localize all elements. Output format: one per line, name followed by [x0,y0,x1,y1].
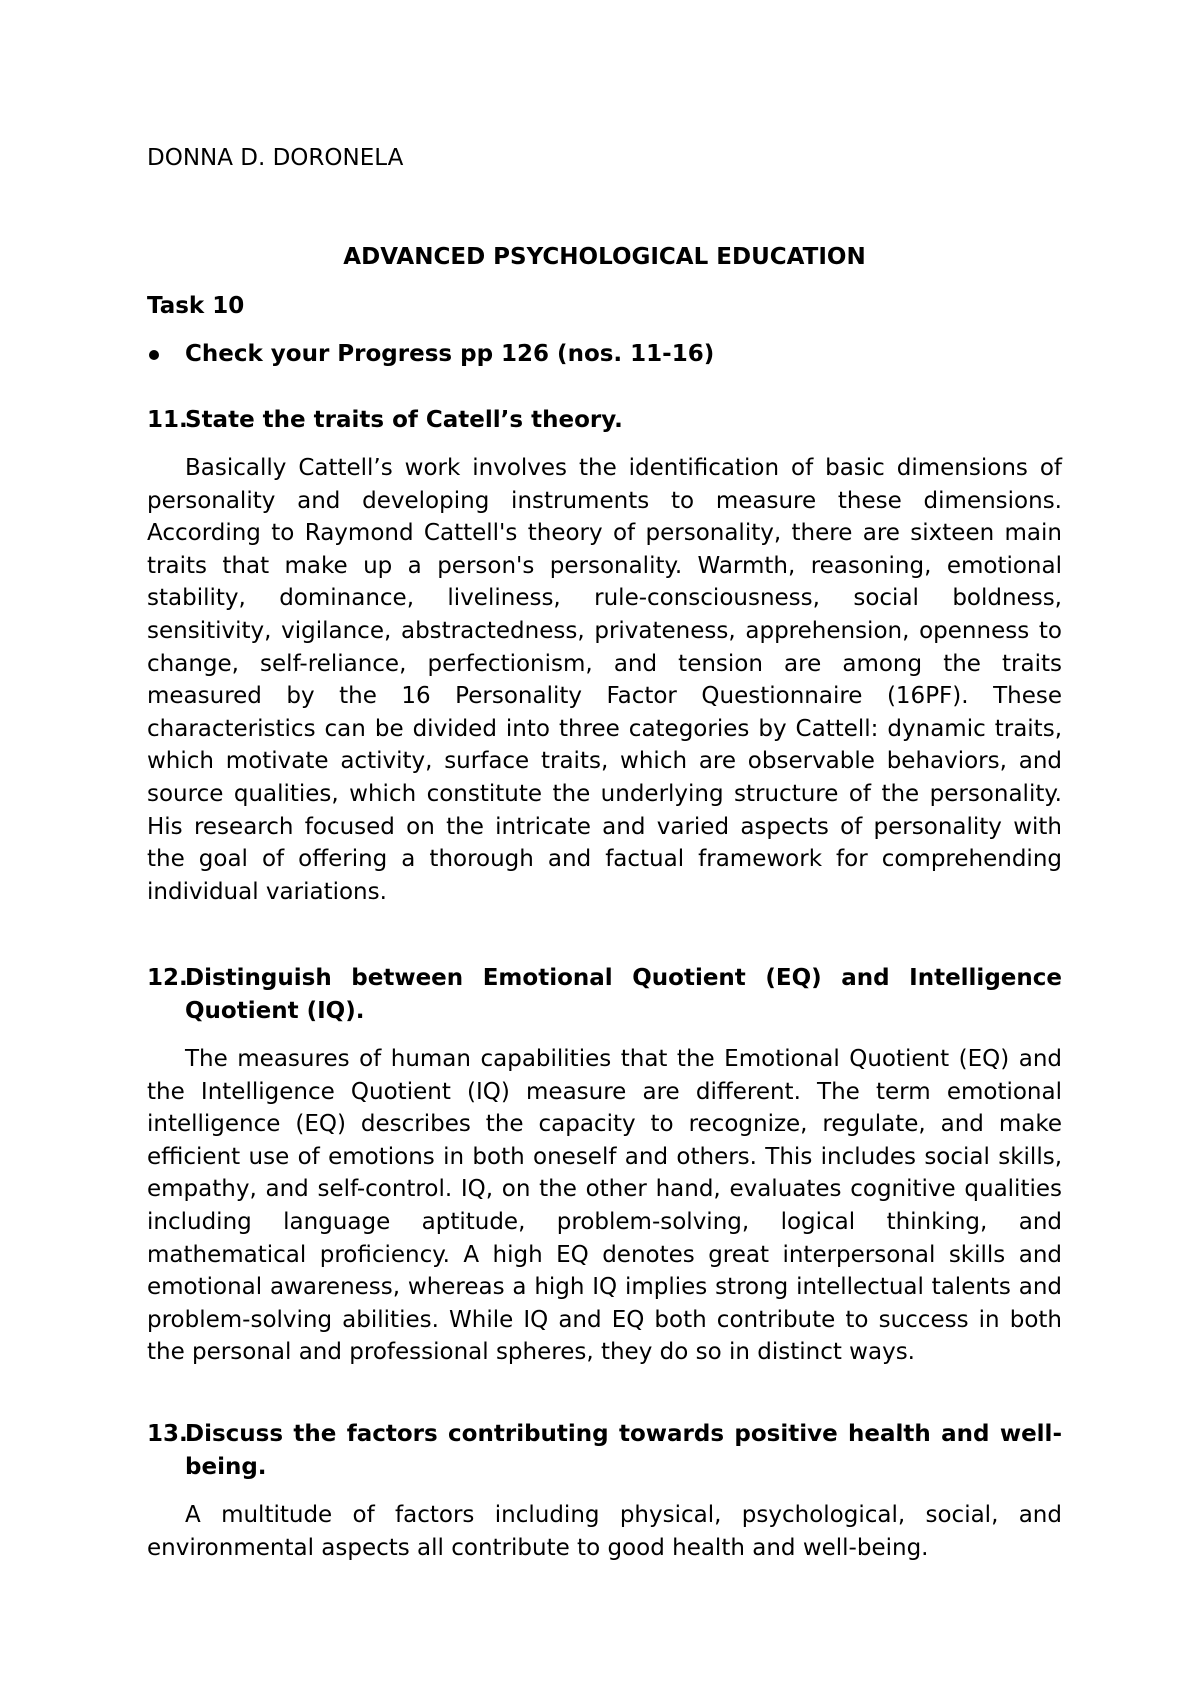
question-number: 12. [147,965,188,991]
question-number: 11. [147,407,188,433]
answer-paragraph-12: The measures of human capabilities that the Emotional Quotient (EQ) and the Intelligence Quotient (IQ) measure are different. The term emotional intelligence (EQ) describes the capacity to recognize, regulate, and make efficient use of emotions in both oneself and others. This includes social skills, empathy, and self-control. IQ, on the other hand, evaluates cognitive qualities including language aptitude, problem-solving, logical thinking, and mathematical proficiency. A high EQ denotes great interpersonal skills and emotional awareness, whereas a high IQ implies strong intellectual talents and problem-solving abilities. While IQ and EQ both contribute to success in both the personal and professional spheres, they do so in distinct ways. [147,1046,1062,1366]
question-text: Distinguish between Emotional Quotient (EQ) and Intelligence Quotient (IQ). [185,965,1062,1024]
question-11 [147,404,1062,437]
author-name: DONNA D. DORONELA [147,145,404,171]
answer-paragraph-11: Basically Cattell’s work involves the identification of basic dimensions of personality and developing instruments to measure these dimensions. According to Raymond Cattell's theory of personality, there are sixteen main traits that make up a person's personality. Warmth, reasoning, emotional stability, dominance, liveliness, rule-consciousness, social boldness, sensitivity, vigilance, abstractedness, privateness, apprehension, openness to change, self-reliance, perfectionism, and tension are among the traits measured by the 16 Personality Factor Questionnaire (16PF). These characteristics can be divided into three categories by Cattell: dynamic traits, which motivate activity, surface traits, which are observable behaviors, and source qualities, which constitute the underlying structure of the personality. His research focused on the intricate and varied aspects of personality with the goal of offering a thorough and factual framework for comprehending individual variations. [147,455,1062,905]
bullet-icon [149,350,159,360]
question-12 [147,962,1062,1027]
bullet-item-text: Check your Progress pp 126 (nos. 11-16) [185,341,715,367]
answer-paragraph-13: A multitude of factors including physical, psychological, social, and environmental aspects all contribute to good health and well-being. [147,1502,1062,1561]
question-text: State the traits of Catell’s theory. [185,407,623,433]
question-text: Discuss the factors contributing towards positive health and well-being. [185,1421,1062,1480]
task-label: Task 10 [147,293,245,319]
question-13 [147,1418,1062,1483]
question-number: 13. [147,1421,188,1447]
course-title: ADVANCED PSYCHOLOGICAL EDUCATION [343,244,866,270]
